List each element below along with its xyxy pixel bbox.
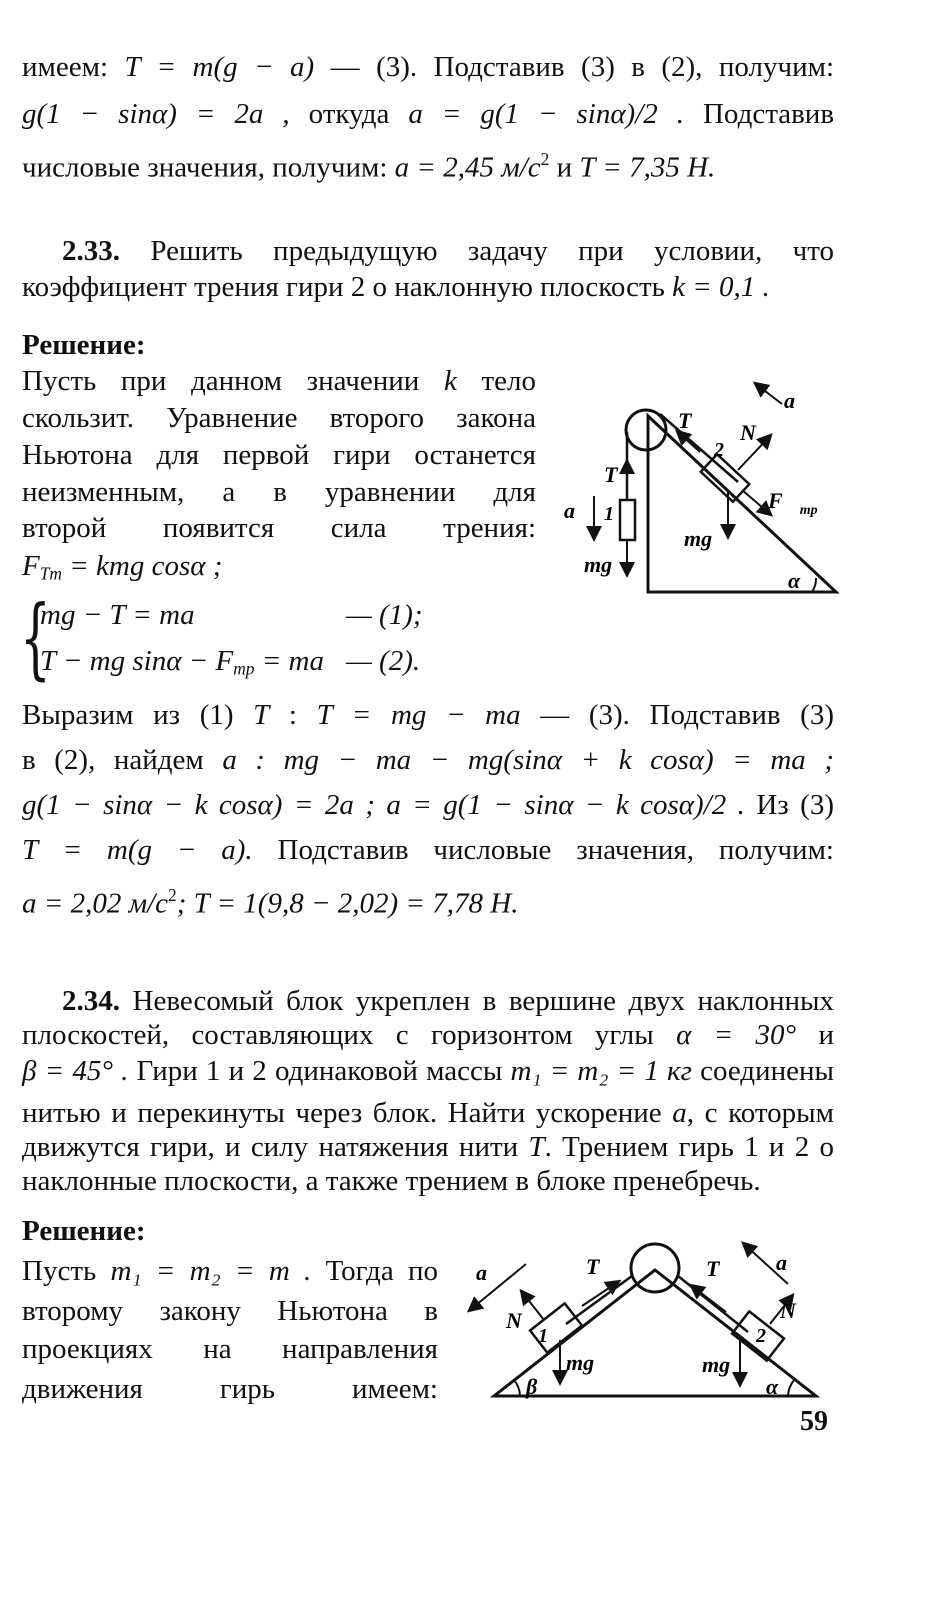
page-number: 59 [800, 1406, 828, 1437]
system-eq-2: T − mg $\sin\alpha - F_{тр}$ = ma [40, 645, 324, 679]
angle-arc-beta [514, 1380, 520, 1396]
label-T-right: T⃗ [706, 1256, 737, 1281]
label-one: 1 [604, 503, 614, 525]
weight-2 [701, 454, 750, 502]
label-F-friction: $F⃗_{тр}$ [768, 488, 818, 518]
problem-234-statement-3: β = 45° . Гири 1 и 2 одинаковой массы m₁ = m₂ = 1 кг соединены [22, 1055, 834, 1087]
solution-234-line-1: Пусть m₁ = m₂ = m . Тогда по [22, 1255, 438, 1287]
line-232-2: g(1 − sinα) = 2a , откуда a = g(1 − sinα)/2 . Подставив [22, 98, 835, 130]
line-232-1: имеем: T = m(g − a) — (3). Подставив (3) в (2), получим: [22, 51, 835, 83]
arrow-T-right [692, 1286, 726, 1312]
problem-233-statement-2: коэффициент трения гири 2 о наклонную плоскость k = 0,1 . [22, 271, 770, 303]
arrow-a-slope [756, 384, 782, 404]
label-mg-hanging: mg⃗ [584, 552, 630, 577]
solution-233-line-3: Ньютона для первой гири останется [22, 439, 536, 471]
solution-233-line-r4: T = m(g − a). Подставив числовые значения, получим: [22, 834, 834, 866]
label-a-left: a⃗ [564, 498, 593, 523]
solution-233-line-1: Пусть при данном значении k тело [22, 365, 536, 397]
solution-233-line-r3: g(1 − sinα − k cosα) = 2a ; a = g(1 − sinα − k cosα)/2 . Из (3) [22, 789, 834, 821]
label-a-right: a⃗ [776, 1250, 805, 1275]
figure-233-diagram [560, 378, 820, 598]
problem-234-statement-4: нитью и перекинуты через блок. Найти ускорение a, с которым [22, 1097, 835, 1129]
system-eq-2-ref: — (2). [346, 645, 421, 677]
solution-233-line-5: второй появится сила трения: [22, 512, 536, 544]
pulley [626, 410, 666, 450]
problem-234-statement-2: плоскостей, составляющих с горизонтом углы α = 30° и [22, 1019, 834, 1051]
label-alpha: α [766, 1374, 779, 1399]
problem-number: 2.33. [62, 235, 120, 267]
solution-234-line-2: второму закону Ньютона в [22, 1295, 438, 1327]
solution-234-line-3: проекциях на направления [22, 1333, 438, 1365]
figure-234-diagram [448, 1228, 828, 1408]
label-beta: β [526, 1374, 538, 1399]
system-brace: { [20, 586, 51, 689]
problem-234-statement-5: движутся гири, и силу натяжения нити T. Трением гирь 1 и 2 о [22, 1131, 835, 1163]
system-eq-1-ref: — (1); [346, 599, 423, 631]
label-mg-slope: mg⃗ [684, 526, 730, 551]
label-N-right: N⃗ [780, 1298, 813, 1323]
label-a-left: a⃗ [476, 1260, 505, 1285]
solution-233-line-r2: в (2), найдем a : mg − ma − mg(sinα + k cosα) = ma ; [22, 744, 834, 776]
problem-233-statement-1: 2.33. Решить предыдущую задачу при условии, что [62, 235, 835, 267]
system-eq-1: mg − T = ma [40, 599, 195, 631]
solution-233-answer: a = 2,02 $м/с^2$; T = 1(9,8 − 2,02) = 7,78 Н. [22, 885, 519, 920]
problem-234-statement-1: 2.34. Невесомый блок укреплен в вершине двух наклонных [62, 985, 834, 1017]
label-N: N⃗ [740, 420, 773, 445]
angle-arc [812, 578, 816, 592]
solution-heading: Решение: [22, 1215, 146, 1247]
weight-1 [620, 500, 635, 540]
label-T-hanging: T⃗ [604, 462, 635, 487]
solution-233-line-2: скользит. Уравнение второго закона [22, 402, 536, 434]
label-two: 2 [756, 1325, 766, 1347]
line-232-3: числовые значения, получим: a = 2,45 $м/с^2$ и T = 7,35 Н. [22, 149, 716, 184]
label-a-slope: a⃗ [784, 388, 813, 413]
solution-233-line-4: неизменным, а в уравнении для [22, 476, 536, 508]
label-one: 1 [538, 1325, 548, 1347]
label-mg-left: mg⃗ [566, 1350, 612, 1375]
problem-234-statement-6: наклонные плоскости, а также трением в блоке пренебречь. [22, 1165, 761, 1197]
label-alpha: α [788, 568, 801, 593]
solution-234-line-4: движения гирь имеем: [22, 1373, 438, 1405]
arrow-F-friction [742, 490, 770, 514]
angle-arc-alpha [788, 1380, 794, 1396]
friction-formula: $F_{Tm}$ = kmg cosα ; [22, 550, 223, 584]
label-T-slope: T⃗ [678, 408, 709, 433]
solution-233-line-r1: Выразим из (1) T : T = mg − ma — (3). Подставив (3) [22, 699, 834, 731]
label-two: 2 [714, 439, 724, 461]
solution-heading: Решение: [22, 329, 146, 361]
label-mg-right: mg⃗ [702, 1352, 748, 1377]
problem-number: 2.34. [62, 985, 120, 1017]
label-N-left: N⃗ [506, 1308, 539, 1333]
label-T-left: T⃗ [586, 1254, 617, 1279]
string-right [678, 1276, 748, 1332]
